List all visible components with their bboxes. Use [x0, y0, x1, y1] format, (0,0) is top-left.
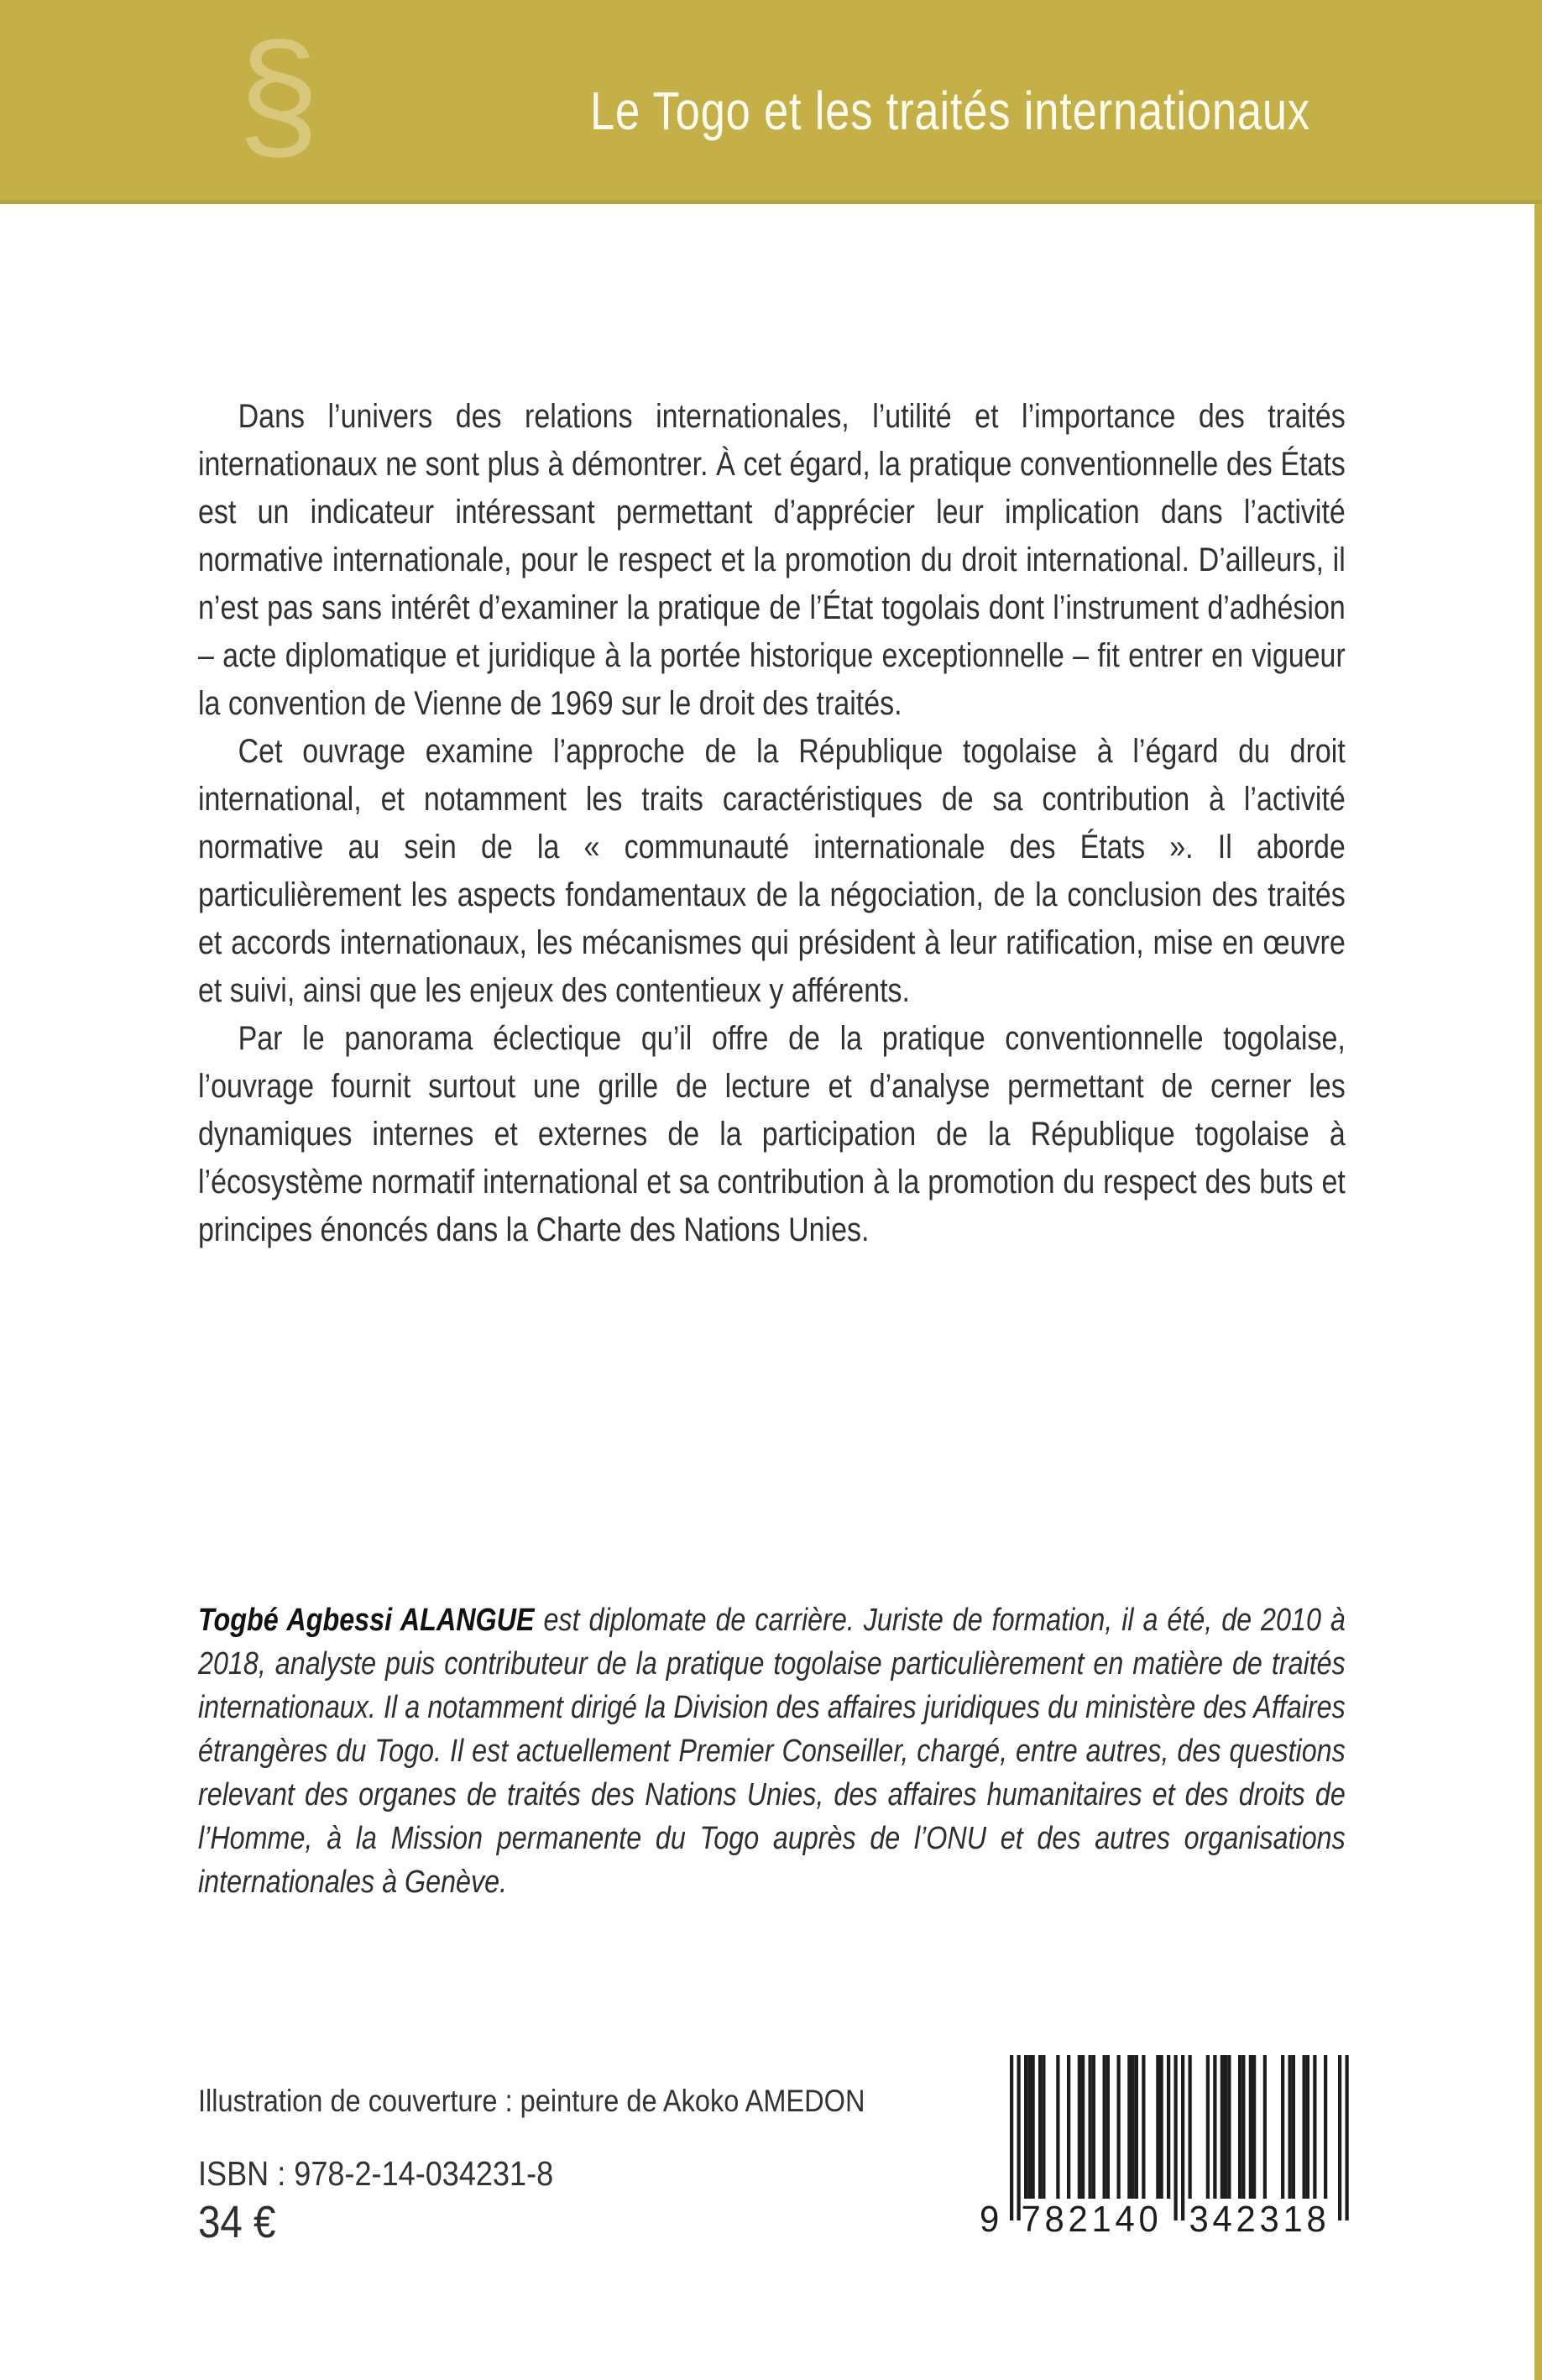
barcode	[980, 2055, 1349, 2245]
title-band	[0, 0, 1542, 204]
price: 34 €	[198, 2197, 276, 2247]
book-title: Le Togo et les traités internationaux	[590, 81, 1310, 141]
illustration-credit: Illustration de couverture : peinture de Akoko AMEDON	[198, 2084, 865, 2118]
author-bio	[198, 1598, 1346, 1904]
synopsis-paragraph: Par le panorama éclectique qu’il offre de la pratique conventionnelle togolaise, l’ouvrage fournit surtout une grille de lecture et d’analyse permettant de cerner les dynamiques internes et externes de la participation de la République togolaise à l’écosystème normatif international et sa contribution à la promotion du respect des buts et principes énoncés dans la Charte des Nations Unies.	[198, 1020, 1346, 1248]
author-name: Togbé Agbessi ALANGUE	[198, 1603, 535, 1638]
synopsis-paragraph: Dans l’univers des relations internationales, l’utilité et l’importance des traités internationaux ne sont plus à démontrer. À cet égard, la pratique conventionnelle des États est un indicateur intéressant permettant d’apprécier leur implication dans l’activité normative internationale, pour le respect et la promotion du droit international. D’ailleurs, il n’est pas sans intérêt d’examiner la pratique de l’État togolais dont l’instrument d’adhésion – acte diplomatique et juridique à la portée historique exceptionnelle – fit entrer en vigueur la convention de Vienne de 1969 sur le droit des traités.	[198, 398, 1346, 722]
synopsis	[198, 393, 1346, 1254]
synopsis-paragraph: Cet ouvrage examine l’approche de la République togolaise à l’égard du droit international, et notamment les traits caractéristiques de sa contribution à l’activité normative au sein de la « communauté internationale des États ». Il aborde particulièrement les aspects fondamentaux de la négociation, de la conclusion des traités et accords internationaux, les mécanismes qui président à leur ratification, mise en œuvre et suivi, ainsi que les enjeux des contentieux y afférents.	[198, 733, 1346, 1009]
right-edge-strip	[1534, 204, 1542, 2380]
barcode-digit-group: 782140	[1021, 2199, 1163, 2240]
paragraph-section-icon: §	[238, 13, 320, 177]
isbn-number: ISBN : 978-2-14-034231-8	[198, 2154, 554, 2193]
barcode-digit-group: 342318	[1189, 2199, 1330, 2240]
author-bio-text: est diplomate de carrière. Juriste de formation, il a été, de 2010 à 2018, analyste puis contributeur de la pratique togolaise particulièrement en matière de traités internationaux. Il a notamment dirigé la Division des affaires juridiques du ministère des Affaires étrangères du Togo. Il est actuellement Premier Conseiller, chargé, entre autres, des questions relevant des organes de traités des Nations Unies, des affaires humanitaires et des droits de l’Homme, à la Mission permanente du Togo auprès de l’ONU et des autres organisations internationales à Genève.	[198, 1603, 1346, 1900]
barcode-digit-group: 9	[980, 2199, 1000, 2240]
barcode-bars	[1010, 2055, 1349, 2220]
